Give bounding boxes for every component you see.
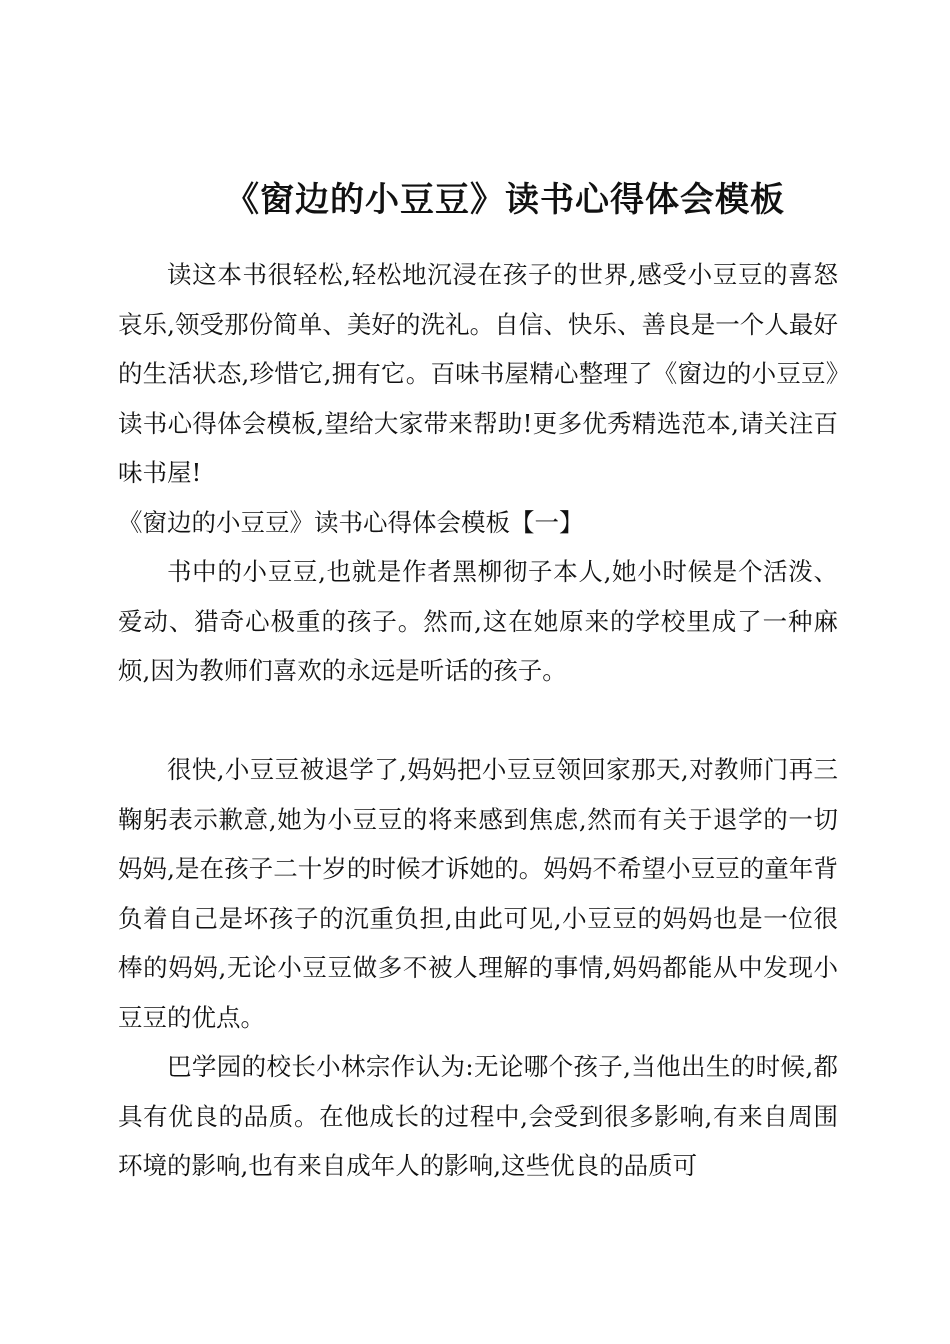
document-body [118,250,838,1191]
body-paragraph: 巴学园的校长小林宗作认为:无论哪个孩子,当他出生的时候,都具有优良的品质。在他成长的过程中,会受到很多影响,有来自周围环境的影响,也有来自成年人的影响,这些优良的品质可 [118,1052,838,1180]
document-title: 《窗边的小豆豆》读书心得体会模板 [225,180,785,220]
body-paragraph: 很快,小豆豆被退学了,妈妈把小豆豆领回家那天,对教师门再三鞠躬表示歉意,她为小豆豆的将来感到焦虑,然而有关于退学的一切妈妈,是在孩子二十岁的时候才诉她的。妈妈不希望小豆豆的童年背负着自己是坏孩子的沉重负担,由此可见,小豆豆的妈妈也是一位很棒的妈妈,无论小豆豆做多不被人理解的事情,妈妈都能从中发现小豆豆的优点。 [118,755,838,1032]
section-heading: 《窗边的小豆豆》读书心得体会模板【一】 [118,507,584,537]
body-paragraph: 书中的小豆豆,也就是作者黑柳彻子本人,她小时候是个活泼、爱动、猎奇心极重的孩子。然而,这在她原来的学校里成了一种麻烦,因为教师们喜欢的永远是听话的孩子。 [118,557,838,685]
intro-paragraph: 读这本书很轻松,轻松地沉浸在孩子的世界,感受小豆豆的喜怒哀乐,领受那份简单、美好的洗礼。自信、快乐、善良是一个人最好的生活状态,珍惜它,拥有它。百味书屋精心整理了《窗边的小豆豆》读书心得体会模板,望给大家带来帮助!更多优秀精选范本,请关注百味书屋! [118,260,838,487]
blank-line [118,696,838,746]
